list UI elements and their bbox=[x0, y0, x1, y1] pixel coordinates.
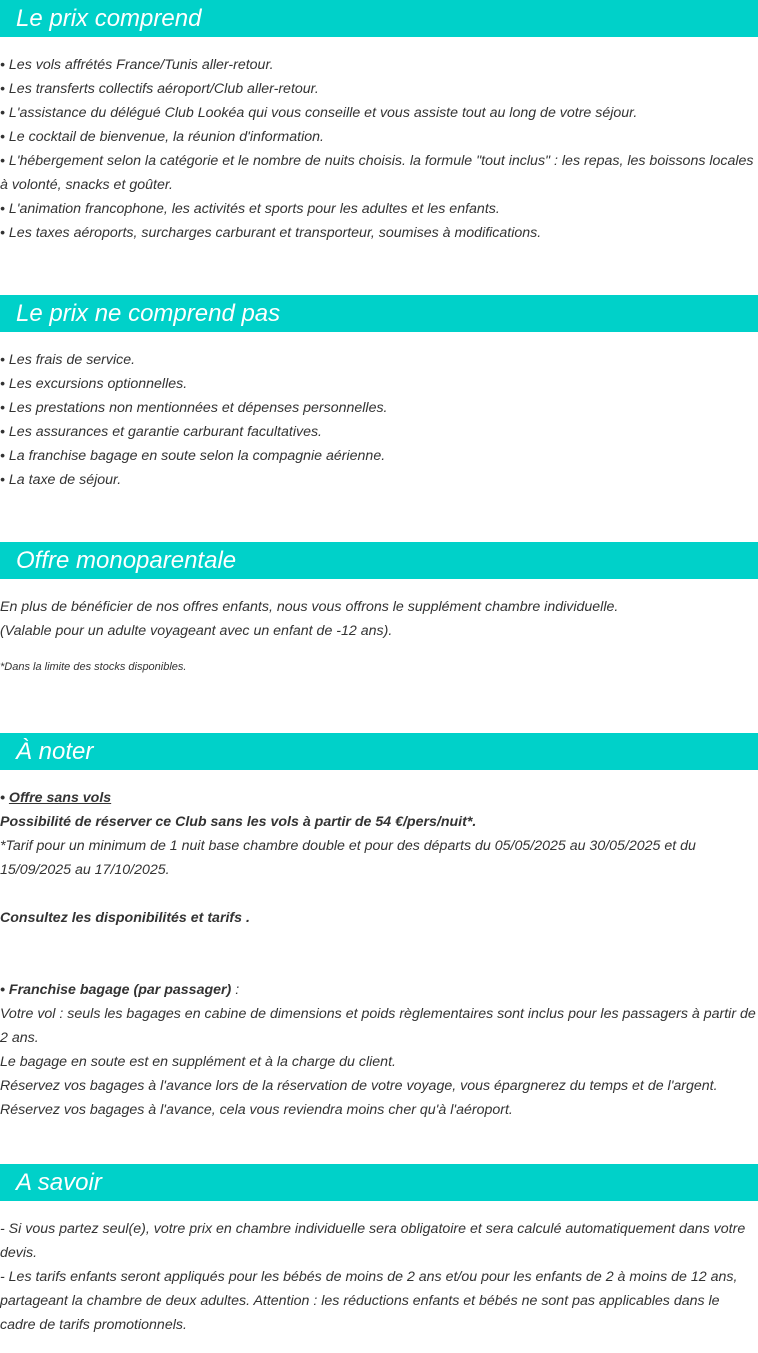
baggage-line: Réservez vos bagages à l'avance, cela vous reviendra moins cher qu'à l'aéroport. bbox=[0, 1102, 513, 1118]
list-item: • L'hébergement selon la catégorie et le nombre de nuits choisis. la formule "tout inclus" : les repas, les boissons locales à volonté, snacks et goûter. bbox=[0, 153, 754, 193]
list-item: • Les excursions optionnelles. bbox=[0, 376, 188, 392]
section-title: Le prix comprend bbox=[0, 0, 758, 37]
list-item: • Les frais de service. bbox=[0, 352, 136, 368]
bullet: • bbox=[0, 790, 9, 806]
list-item: • Les vols affrétés France/Tunis aller-retour. bbox=[0, 57, 274, 73]
list-item: • L'assistance du délégué Club Lookéa qui vous conseille et vous assiste tout au long de votre séjour. bbox=[0, 105, 638, 121]
section-title: Offre monoparentale bbox=[0, 542, 758, 579]
info-text bbox=[0, 1217, 758, 1337]
paragraph: - Les tarifs enfants seront appliqués pour les bébés de moins de 2 ans et/ou pour les enfants de 2 à moins de 12 ans, partageant la chambre de deux adultes. Attention : les réductions enfants et bébés ne sont pas applicables dans le cadre de tarifs promotionnels. bbox=[0, 1269, 738, 1333]
offer-price: Possibilité de réserver ce Club sans les vols à partir de 54 €/pers/nuit*. bbox=[0, 814, 477, 830]
offer-title: Offre sans vols bbox=[8, 790, 112, 806]
section-info bbox=[0, 1164, 758, 1337]
section-title: A savoir bbox=[0, 1164, 758, 1201]
list-item: • Le cocktail de bienvenue, la réunion d'information. bbox=[0, 129, 324, 145]
notes-text bbox=[0, 786, 758, 1122]
section-title: À noter bbox=[0, 733, 758, 770]
section-price-includes bbox=[0, 0, 758, 245]
section-notes bbox=[0, 733, 758, 1122]
excludes-list bbox=[0, 348, 758, 492]
baggage-colon: : bbox=[231, 982, 240, 998]
list-item: • La franchise bagage en soute selon la compagnie aérienne. bbox=[0, 448, 386, 464]
list-item: • L'animation francophone, les activités et sports pour les adultes et les enfants. bbox=[0, 201, 500, 217]
list-item: • La taxe de séjour. bbox=[0, 472, 122, 488]
single-parent-text bbox=[0, 595, 758, 643]
availability-link[interactable]: Consultez les disponibilités et tarifs . bbox=[0, 910, 250, 926]
section-price-excludes bbox=[0, 295, 758, 492]
list-item: • Les taxes aéroports, surcharges carburant et transporteur, soumises à modifications. bbox=[0, 225, 542, 241]
list-item: • Les assurances et garantie carburant facultatives. bbox=[0, 424, 322, 440]
offer-heading bbox=[0, 786, 758, 810]
paragraph: (Valable pour un adulte voyageant avec un enfant de -12 ans). bbox=[0, 623, 393, 639]
stock-note: *Dans la limite des stocks disponibles. bbox=[0, 661, 187, 673]
section-single-parent bbox=[0, 542, 758, 675]
paragraph: En plus de bénéficier de nos offres enfants, nous vous offrons le supplément chambre individuelle. bbox=[0, 599, 619, 615]
section-title: Le prix ne comprend pas bbox=[0, 295, 758, 332]
baggage-line: Le bagage en soute est en supplément et à la charge du client. bbox=[0, 1054, 396, 1070]
includes-list bbox=[0, 53, 758, 245]
baggage-heading bbox=[0, 978, 758, 1002]
offer-detail: *Tarif pour un minimum de 1 nuit base chambre double et pour des départs du 05/05/2025 au 30/05/2025 et du 15/09/2025 au 17/10/2025. bbox=[0, 838, 696, 878]
list-item: • Les transferts collectifs aéroport/Club aller-retour. bbox=[0, 81, 319, 97]
baggage-line: Réservez vos bagages à l'avance lors de la réservation de votre voyage, vous épargnerez du temps et de l'argent. bbox=[0, 1078, 718, 1094]
paragraph: - Si vous partez seul(e), votre prix en chambre individuelle sera obligatoire et sera calculé automatiquement dans votre devis. bbox=[0, 1221, 746, 1261]
list-item: • Les prestations non mentionnées et dépenses personnelles. bbox=[0, 400, 388, 416]
baggage-title: • Franchise bagage (par passager) bbox=[0, 982, 232, 998]
baggage-line: Votre vol : seuls les bagages en cabine de dimensions et poids règlementaires sont inclus pour les passagers à partir de 2 ans. bbox=[0, 1006, 756, 1046]
